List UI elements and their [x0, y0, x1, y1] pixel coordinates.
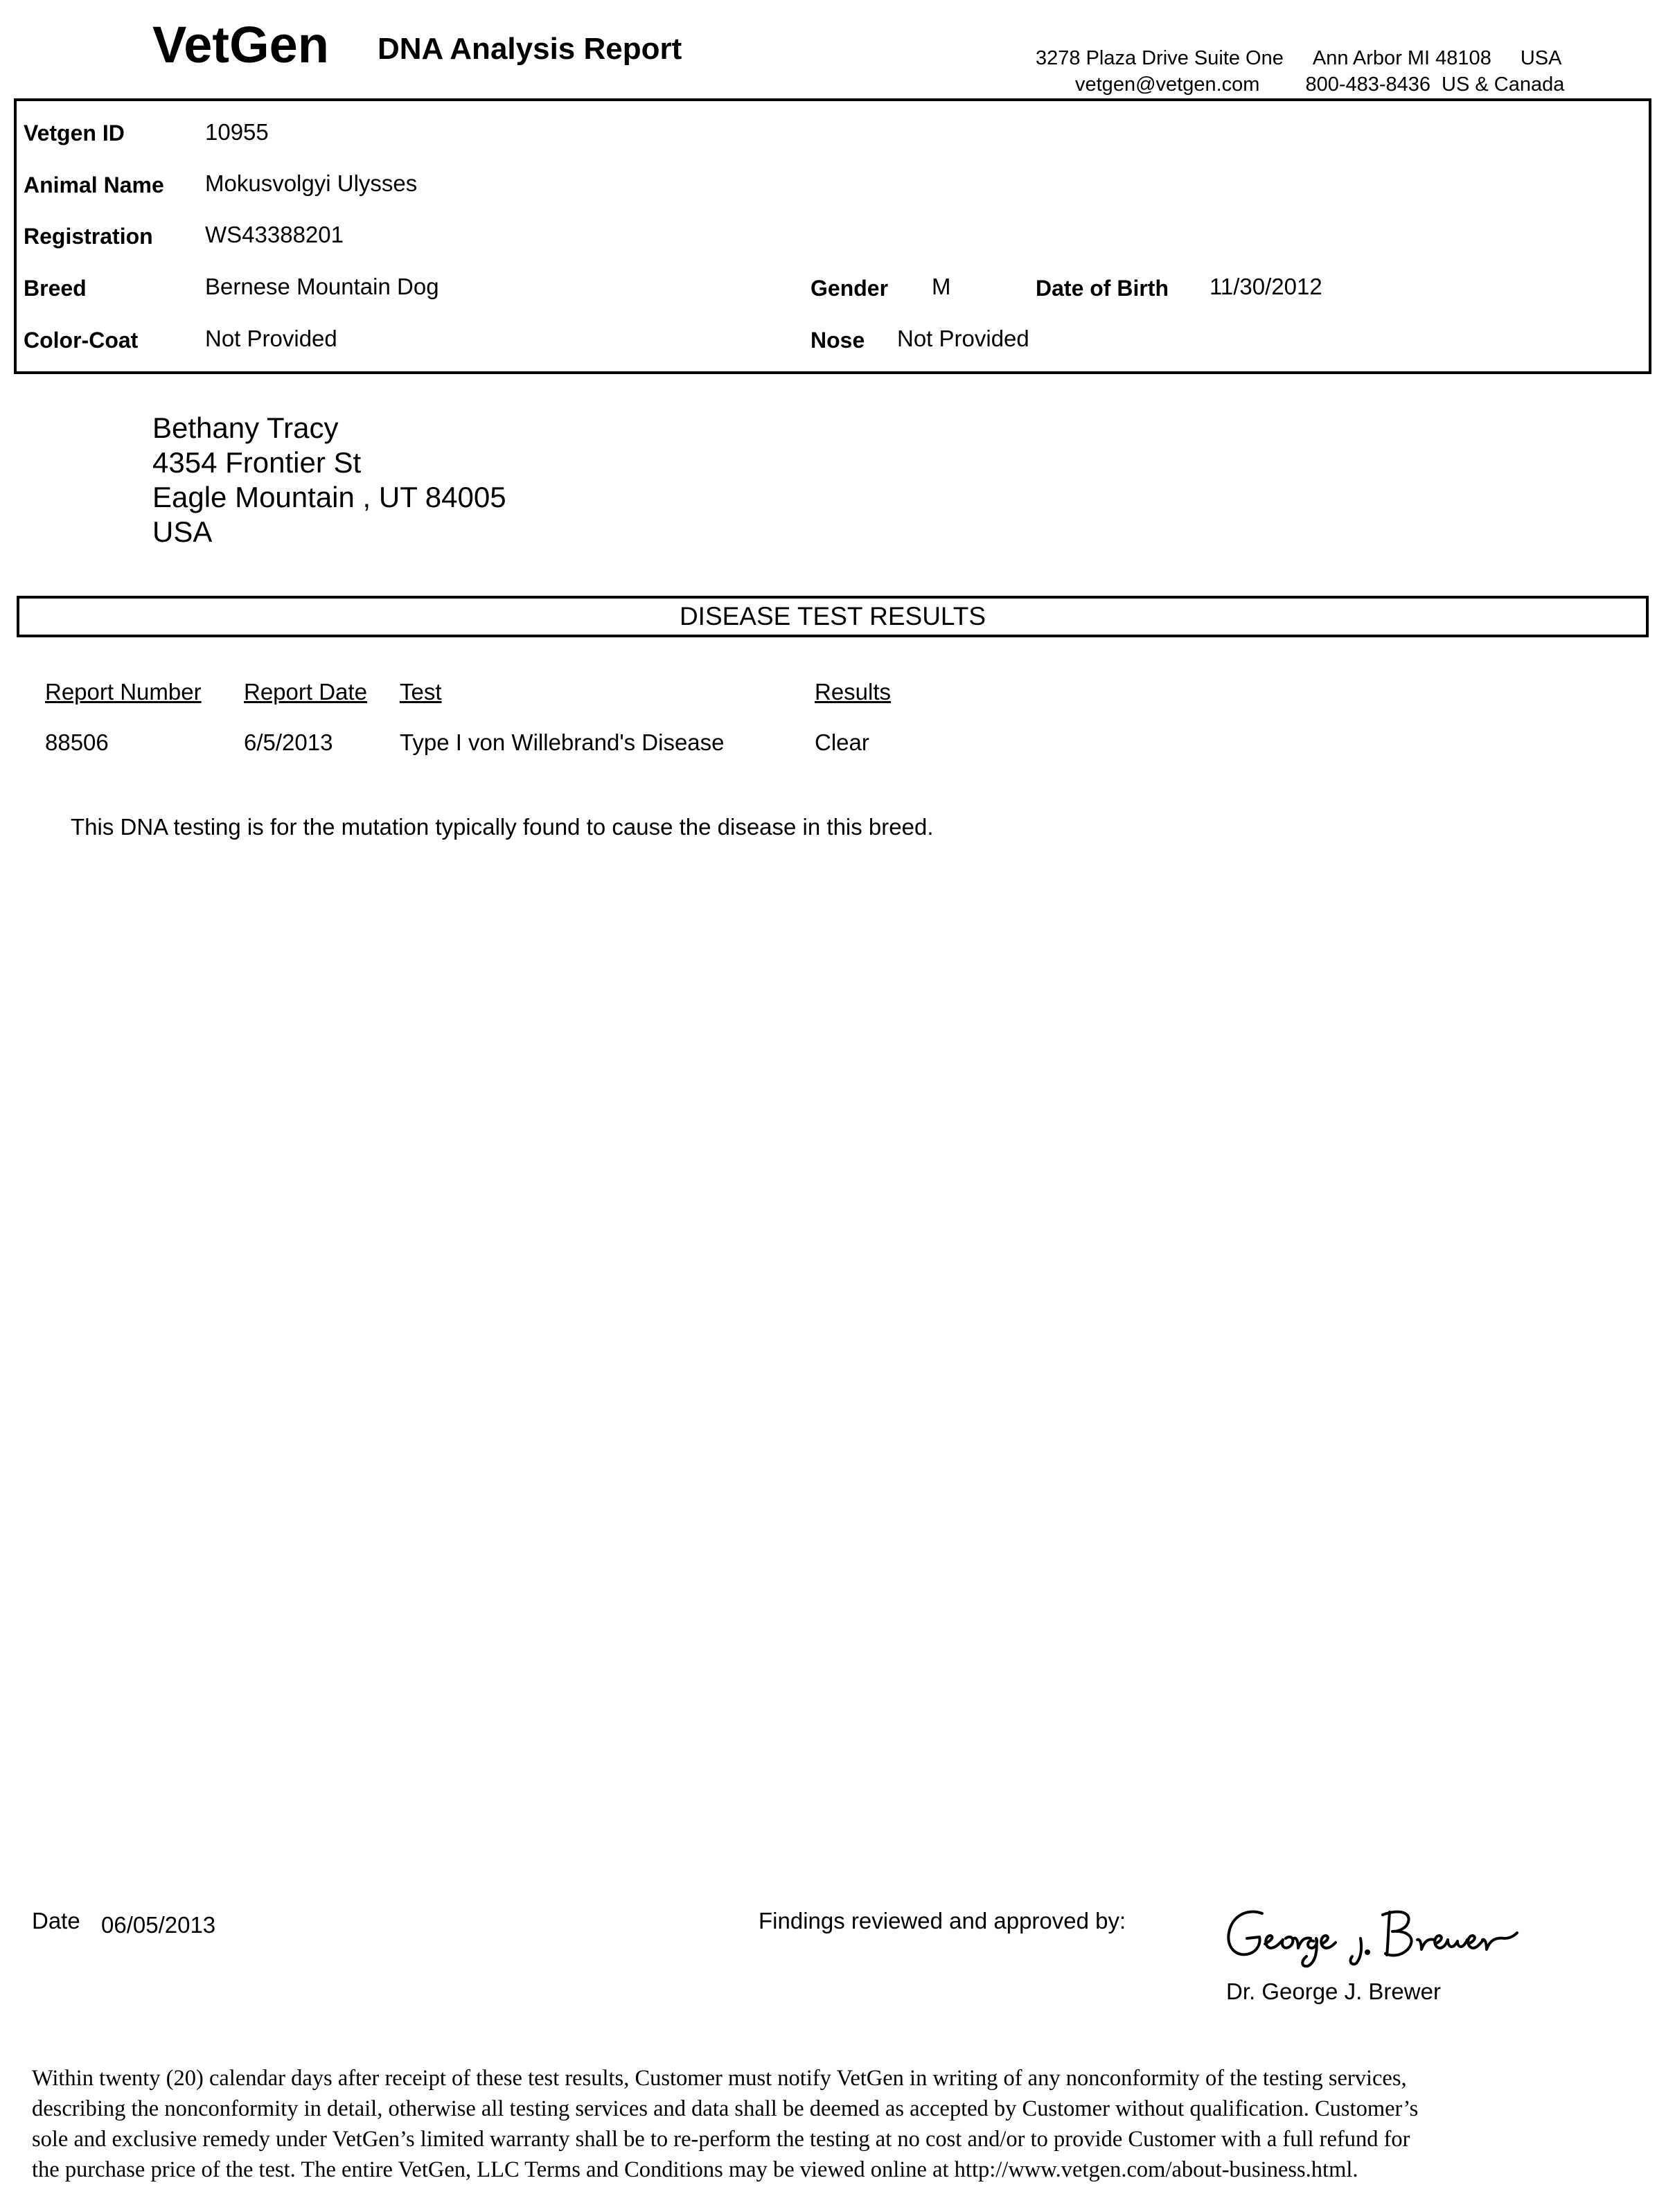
animal-name-value: Mokusvolgyi Ulysses	[205, 170, 418, 196]
vetgen-id-label: Vetgen ID	[24, 121, 125, 145]
date-label: Date	[32, 1908, 80, 1934]
results-note: This DNA testing is for the mutation typically found to cause the disease in this breed.	[71, 814, 934, 840]
company-phone: 800-483-8436	[1305, 73, 1431, 96]
vetgen-id-value: 10955	[205, 119, 269, 145]
dob-value: 11/30/2012	[1209, 274, 1322, 299]
report-number-cell: 88506	[45, 729, 109, 755]
owner-street: 4354 Frontier St	[152, 446, 362, 479]
disclaimer-line: Within twenty (20) calendar days after receipt of these test results, Customer must notify VetGen in writing of any nonconformity of the testing services,	[32, 2066, 1407, 2091]
signer-name: Dr. George J. Brewer	[1226, 1979, 1441, 2004]
findings-approved-label: Findings reviewed and approved by:	[759, 1908, 1126, 1934]
col-header-test: Test	[400, 679, 442, 705]
col-header-report-date: Report Date	[244, 679, 367, 705]
breed-value: Bernese Mountain Dog	[205, 274, 439, 299]
gender-label: Gender	[810, 276, 889, 301]
date-value: 06/05/2013	[101, 1912, 216, 1938]
owner-country: USA	[152, 515, 213, 548]
owner-city-line: Eagle Mountain , UT 84005	[152, 481, 506, 513]
col-header-results: Results	[815, 679, 892, 705]
nose-label: Nose	[810, 328, 865, 353]
dob-label: Date of Birth	[1036, 276, 1169, 301]
owner-name: Bethany Tracy	[152, 412, 339, 444]
report-date-cell: 6/5/2013	[244, 729, 333, 755]
result-cell: Clear	[815, 729, 869, 755]
warranty-disclaimer	[32, 2063, 1487, 2185]
report-title: DNA Analysis Report	[378, 32, 682, 66]
test-cell: Type I von Willebrand's Disease	[400, 729, 725, 755]
company-address-line	[1036, 47, 1561, 70]
col-header-report-number: Report Number	[45, 679, 202, 705]
nose-value: Not Provided	[897, 326, 1029, 351]
disclaimer-line: describing the nonconformity in detail, otherwise all testing services and data shall be deemed as accepted by Customer without qualification. Customer’s	[32, 2096, 1419, 2121]
company-city: Ann Arbor MI 48108	[1312, 47, 1491, 69]
results-section-header: DISEASE TEST RESULTS	[17, 596, 1649, 637]
disclaimer-line: the purchase price of the test. The entire VetGen, LLC Terms and Conditions may be viewed online at http://www.vetgen.com/about-business.html.	[32, 2157, 1358, 2182]
company-contact-line	[1075, 73, 1564, 96]
disclaimer-line: sole and exclusive remedy under VetGen’s limited warranty shall be to re-perform the testing at no cost and/or to provide Customer with a full refund for	[32, 2127, 1410, 2152]
company-country: USA	[1520, 47, 1562, 69]
company-email[interactable]: vetgen@vetgen.com	[1075, 73, 1260, 96]
registration-value: WS43388201	[205, 222, 344, 247]
color-coat-value: Not Provided	[205, 326, 337, 351]
breed-label: Breed	[24, 276, 87, 301]
registration-label: Registration	[24, 224, 153, 249]
brand-logo-text: VetGen	[152, 16, 329, 73]
animal-name-label: Animal Name	[24, 172, 164, 197]
color-coat-label: Color-Coat	[24, 328, 139, 353]
signature-image	[1219, 1898, 1524, 1978]
gender-value: M	[932, 274, 951, 299]
company-street: 3278 Plaza Drive Suite One	[1036, 47, 1284, 69]
company-phone-region: US & Canada	[1442, 73, 1565, 96]
